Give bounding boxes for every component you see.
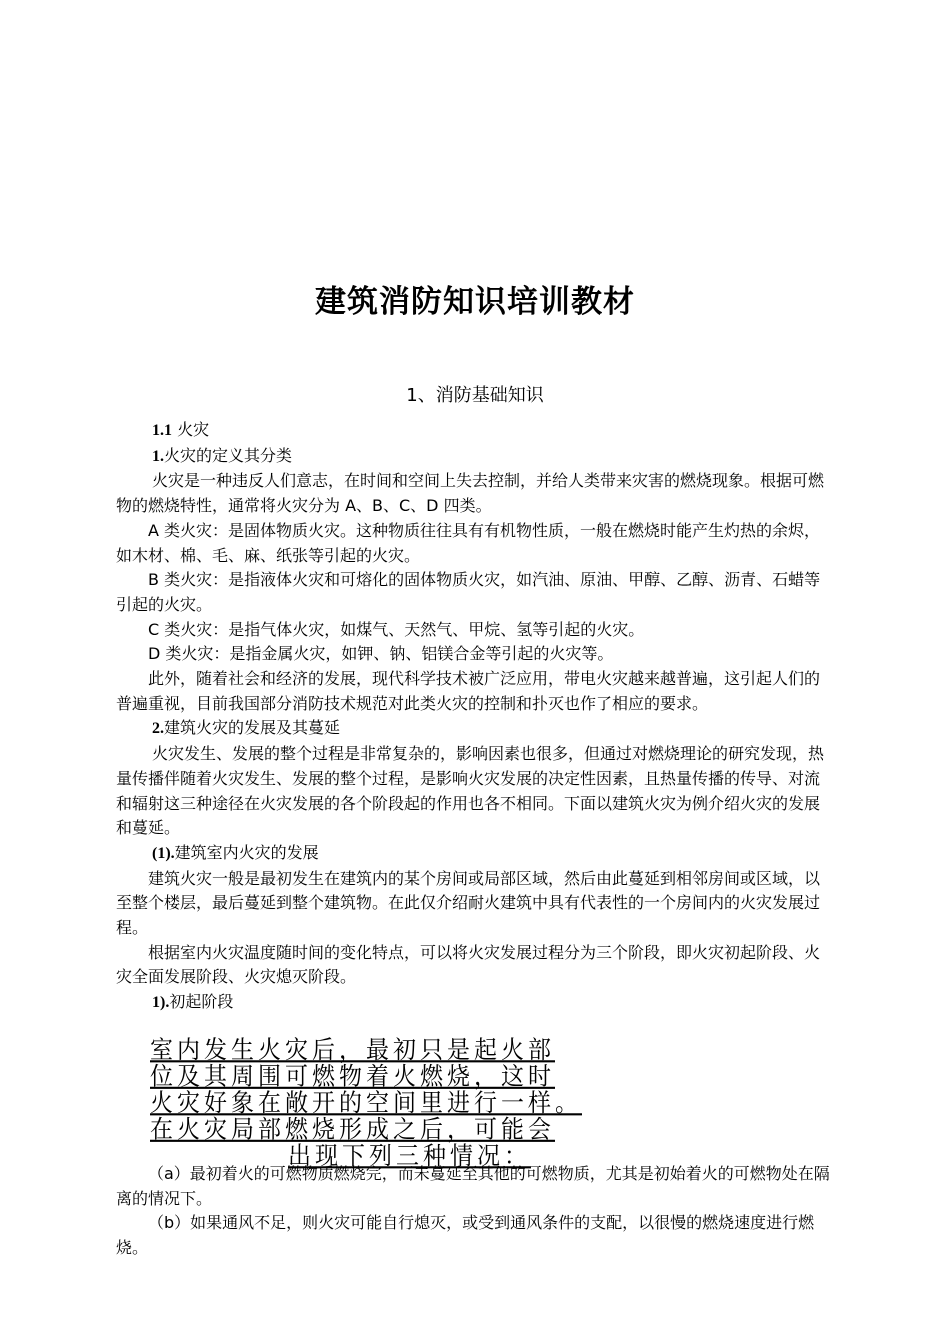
subheading-initial-stage xyxy=(116,990,832,1016)
subheading-number: (1). xyxy=(152,844,175,862)
subheading-label: 火灾的定义其分类 xyxy=(164,445,293,465)
subheading-1 xyxy=(116,444,832,470)
paragraph-electric-fire: 此外，随着社会和经济的发展，现代科学技术被广泛应用，带电火灾越来越普遍，这引起人们的普遍重视，目前我国部分消防技术规范对此类火灾的控制和扑灭也作了相应的要求。 xyxy=(116,669,821,713)
subheading-label: 建筑室内火灾的发展 xyxy=(174,842,319,862)
enlarged-line: 位及其周围可燃物着火燃烧，这时 xyxy=(150,1063,555,1091)
subheading-2 xyxy=(116,716,832,742)
body-text xyxy=(116,418,832,1016)
paragraph-indoor-fire: 建筑火灾一般是最初发生在建筑内的某个房间或局部区域，然后由此蔓延到相邻房间或区域，以至整个楼层，最后蔓延到整个建筑物。在此仅介绍耐火建筑中具有代表性的一个房间内的火灾发展过程。 xyxy=(116,868,821,938)
section-heading: 1、消防基础知识 xyxy=(406,385,544,406)
enlarged-line: 室内发生火灾后，最初只是起火部 xyxy=(150,1036,555,1065)
body-text-continued xyxy=(116,1162,834,1261)
subheading-number: 1.1 xyxy=(152,422,172,439)
paragraph-class-d: D 类火灾：是指金属火灾，如钾、钠、铝镁合金等引起的火灾等。 xyxy=(148,644,614,664)
subheading-label: 火灾 xyxy=(177,420,210,439)
enlarged-line: 在火灾局部燃烧形成之后，可能会 xyxy=(150,1116,555,1144)
document-title: 建筑消防知识培训教材 xyxy=(315,284,635,320)
paragraph-class-c: C 类火灾：是指气体火灾，如煤气、天然气、甲烷、氢等引起的火灾。 xyxy=(148,619,645,639)
subheading-1-1 xyxy=(116,418,832,444)
paragraph-development: 火灾发生、发展的整个过程是非常复杂的，影响因素也很多，但通过对燃烧理论的研究发现，热量传播伴随着火灾发生、发展的整个过程，是影响火灾发展的决定性因素，且热量传播的传导、对流和辐射这三种途径在火灾发展的各个阶段起的作用也各不相同。下面以建筑火灾为例介绍火灾的发展和蔓延。 xyxy=(116,744,825,838)
paragraph-three-stages: 根据室内火灾温度随时间的变化特点，可以将火灾发展过程分为三个阶段，即火灾初起阶段、火灾全面发展阶段、火灾熄灭阶段。 xyxy=(116,942,821,987)
paragraph-class-a: A 类火灾：是固体物质火灾。这种物质往往具有有机物性质，一般在燃烧时能产生灼热的余烬，如木材、棉、毛、麻、纸张等引起的火灾。 xyxy=(116,520,821,565)
enlarged-line: 出现下列三种情况： xyxy=(288,1142,531,1171)
subheading-number: 1. xyxy=(152,447,164,465)
subheading-number: 1). xyxy=(152,994,170,1012)
enlarged-line: 火灾好象在敞开的空间里进行一样。 xyxy=(150,1089,582,1118)
subheading-label: 初起阶段 xyxy=(169,992,234,1012)
paragraph-class-b: B 类火灾：是指液体火灾和可熔化的固体物质火灾，如汽油、原油、甲醇、乙醇、沥青、石蜡等引起的火灾。 xyxy=(116,570,821,614)
subheading-2-1 xyxy=(116,841,832,867)
paragraph-case-b: （b）如果通风不足，则火灾可能自行熄灭，或受到通风条件的支配，以很慢的燃烧速度进行燃烧。 xyxy=(116,1213,815,1258)
paragraph-definition: 火灾是一种违反人们意志，在时间和空间上失去控制，并给人类带来灾害的燃烧现象。根据可燃物的燃烧特性，通常将火灾分为 A、B、C、D 四类。 xyxy=(116,471,825,516)
enlarged-underlined-paragraph xyxy=(150,1038,910,1171)
subheading-number: 2. xyxy=(152,720,164,738)
subheading-label: 建筑火灾的发展及其蔓延 xyxy=(164,718,341,738)
paragraph-case-a: （a）最初着火的可燃物质燃烧完，而未蔓延至其他的可燃物质，尤其是初始着火的可燃物处在隔离的情况下。 xyxy=(116,1164,830,1208)
